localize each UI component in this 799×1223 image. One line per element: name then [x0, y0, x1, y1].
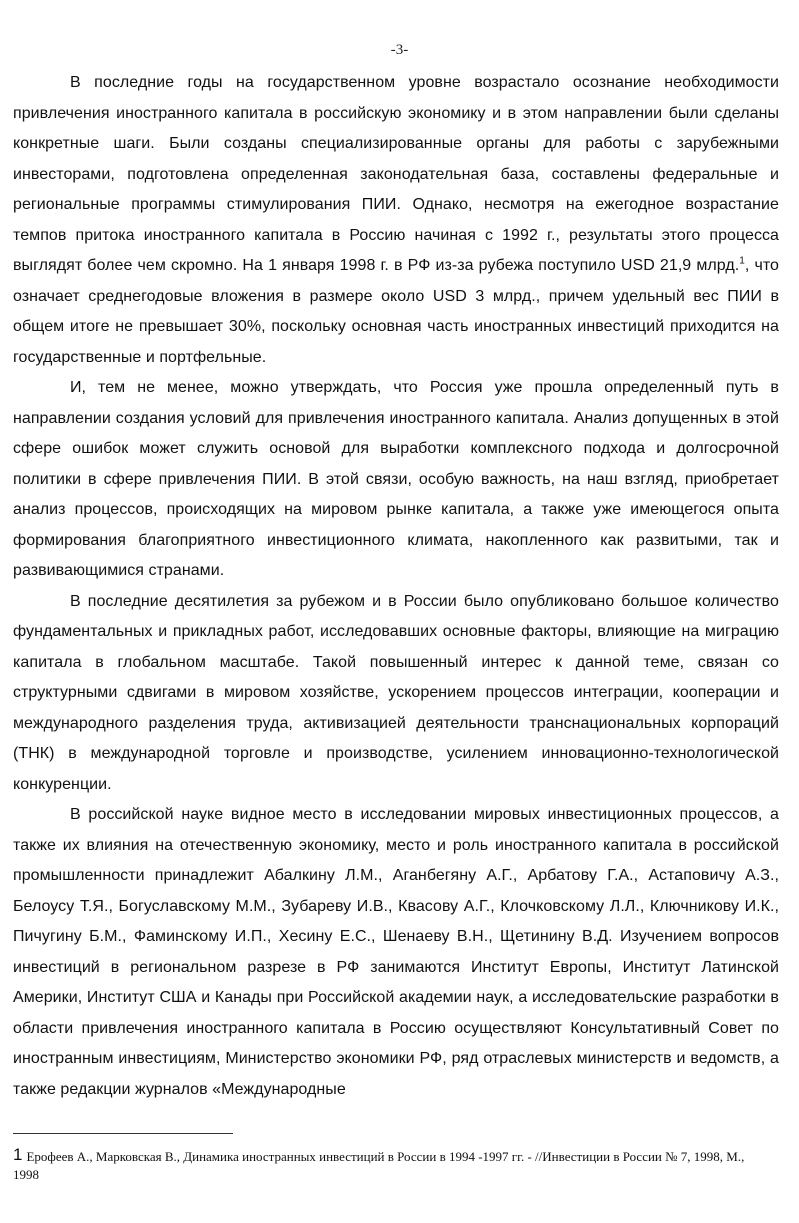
- paragraph-1: [13, 68, 779, 373]
- footnote-marker: 1: [13, 1145, 23, 1164]
- paragraph-4: В российской науке видное место в исследовании мировых инвестиционных процессов, а также их влияния на отечественную экономику, место и роль иностранного капитала в российской промышленности принадлежит Абалкину Л.М., Аганбегяну А.Г., Арбатову Г.А., Астаповичу А.З., Белоусу Т.Я., Богуславскому М.М., Зубареву И.В., Квасову А.Г., Клочковскому Л.Л., Ключникову И.К., Пичугину Б.М., Фаминскому И.П., Хесину Е.С., Шенаеву В.Н., Щетинину В.Д. Изучением вопросов инвестиций в региональном разрезе в РФ занимаются Институт Европы, Институт Латинской Америки, Институт США и Канады при Российской академии наук, а исследовательские разработки в области привлечения иностранного капитала в Россию осуществляют Консультативный Совет по иностранным инвестициям, Министерство экономики РФ, ряд отраслевых министерств и ведомств, а также редакции журналов «Международные: [13, 806, 779, 1098]
- paragraph-1-text-before: В последние годы на государственном уровне возрастало осознание необходимости привлечения иностранного капитала в российскую экономику и в этом направлении были сделаны конкретные шаги. Были созданы специализированные органы для работы с зарубежными инвесторами, подготовлена определенная законодательная база, составлены федеральные и региональные программы стимулирования ПИИ. Однако, несмотря на ежегодное возрастание темпов притока иностранного капитала в Россию начиная с 1992 г., результаты этого процесса выглядят более чем скромно. На 1 января 1998 г. в РФ из-за рубежа поступило USD 21,9 млрд.: [13, 74, 779, 274]
- footnote: [13, 1146, 773, 1184]
- body-text: [13, 68, 779, 1105]
- paragraph-2: И, тем не менее, можно утверждать, что Россия уже прошла определенный путь в направлении создания условий для привлечения иностранного капитала. Анализ допущенных в этой сфере ошибок может служить основой для выработки комплексного подхода и долгосрочной политики в сфере привлечения ПИИ. В этой связи, особую важность, на наш взгляд, приобретает анализ процессов, происходящих на мировом рынке капитала, а также уже имеющегося опыта формирования благоприятного инвестиционного климата, накопленного как развитыми, так и развивающимися странами.: [13, 379, 779, 579]
- page-number: -3-: [390, 42, 409, 58]
- paragraph-3: В последние десятилетия за рубежом и в России было опубликовано большое количество фундаментальных и прикладных работ, исследовавших основные факторы, влияющие на миграцию капитала в глобальном масштабе. Такой повышенный интерес к данной теме, связан со структурными сдвигами в мировом хозяйстве, ускорением процессов интеграции, кооперации и международного разделения труда, активизацией деятельности транснациональных корпораций (ТНК) в международной торговле и производстве, усилением инновационно-технологической конкуренции.: [13, 592, 779, 793]
- paragraph-1-text-after: , что означает среднегодовые вложения в размере около USD 3 млрд., причем удельный вес ПИИ в общем итоге не превышает 30%, поскольку основная часть иностранных инвестиций приходится на государственные и портфельные.: [13, 257, 779, 366]
- footnote-text: Ерофеев А., Марковская В., Динамика иностранных инвестиций в России в 1994 -1997 гг. - //Инвестиции в России № 7, 1998, М., 1998: [13, 1149, 745, 1182]
- footnote-reference[interactable]: 1: [739, 255, 745, 267]
- footnote-divider: [13, 1133, 233, 1134]
